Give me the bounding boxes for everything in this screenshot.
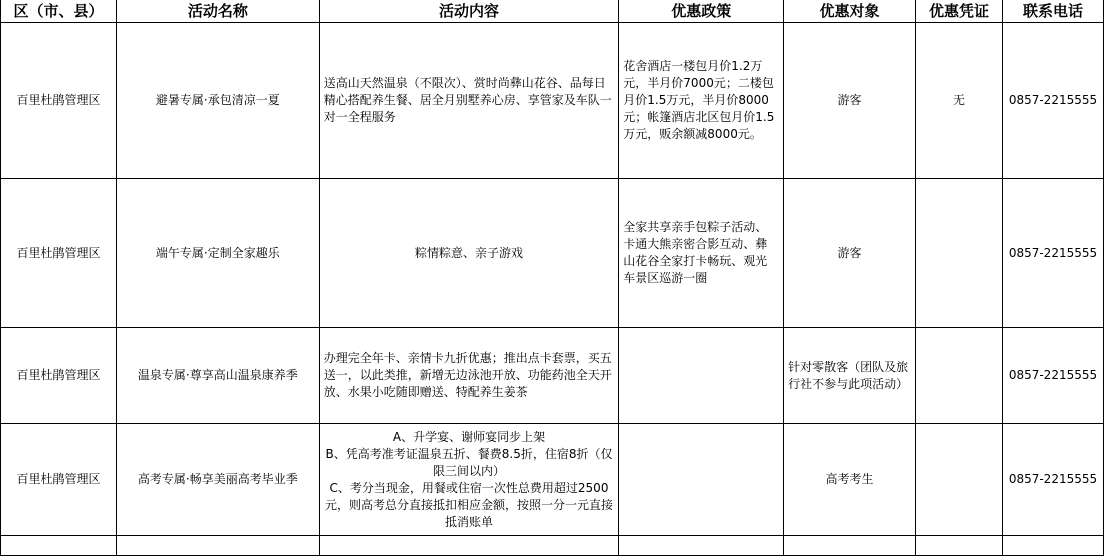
- cell-empty: [916, 536, 1003, 556]
- cell-empty: [1002, 536, 1103, 556]
- table-row: [1, 179, 1104, 328]
- cell-activity-content: 粽情粽意、亲子游戏: [319, 179, 619, 328]
- table-row: [1, 23, 1104, 179]
- cell-voucher: [916, 179, 1003, 328]
- header-district: 区（市、县）: [1, 0, 117, 23]
- table-row-empty: [1, 536, 1104, 556]
- header-activity-name: 活动名称: [116, 0, 319, 23]
- cell-activity-content: [319, 424, 619, 536]
- cell-district: 百里杜鹃管理区: [1, 424, 117, 536]
- cell-target: 高考考生: [784, 424, 916, 536]
- table-row: [1, 328, 1104, 424]
- header-target: 优惠对象: [784, 0, 916, 23]
- header-voucher: 优惠凭证: [916, 0, 1003, 23]
- cell-phone: 0857-2215555: [1002, 23, 1103, 179]
- cell-policy: [619, 424, 784, 536]
- cell-empty: [784, 536, 916, 556]
- cell-target: 针对零散客（团队及旅行社不参与此项活动）: [784, 328, 916, 424]
- cell-voucher: [916, 328, 1003, 424]
- table-row: [1, 424, 1104, 536]
- header-phone: 联系电话: [1002, 0, 1103, 23]
- cell-voucher: 无: [916, 23, 1003, 179]
- content-line-c: C、考分当现金，用餐或住宿一次性总费用超过2500元，则高考总分直接抵扣相应金额，按照一分一元直接抵消账单: [324, 480, 613, 529]
- cell-policy: [619, 328, 784, 424]
- header-row: [1, 0, 1104, 23]
- header-activity-content: 活动内容: [319, 0, 619, 23]
- cell-activity-name: 避暑专属·承包清凉一夏: [116, 23, 319, 179]
- cell-target: 游客: [784, 179, 916, 328]
- cell-voucher: [916, 424, 1003, 536]
- cell-district: 百里杜鹃管理区: [1, 23, 117, 179]
- cell-phone: 0857-2215555: [1002, 328, 1103, 424]
- cell-activity-content: 送高山天然温泉（不限次）、赏时尚彝山花谷、品每日精心搭配养生餐、居全月别墅养心房、享管家及车队一对一全程服务: [319, 23, 619, 179]
- cell-empty: [116, 536, 319, 556]
- cell-district: 百里杜鹃管理区: [1, 179, 117, 328]
- cell-empty: [1, 536, 117, 556]
- content-line-a: A、升学宴、谢师宴同步上架: [392, 429, 546, 444]
- cell-activity-name: 高考专属·畅享美丽高考毕业季: [116, 424, 319, 536]
- cell-district: 百里杜鹃管理区: [1, 328, 117, 424]
- cell-activity-name: 端午专属·定制全家趣乐: [116, 179, 319, 328]
- cell-empty: [619, 536, 784, 556]
- cell-target: 游客: [784, 23, 916, 179]
- cell-empty: [319, 536, 619, 556]
- cell-policy: 全家共享亲手包粽子活动、卡通大熊亲密合影互动、彝山花谷全家打卡畅玩、观光车景区巡游一圈: [619, 179, 784, 328]
- cell-phone: 0857-2215555: [1002, 424, 1103, 536]
- content-line-b: B、凭高考准考证温泉五折、餐费8.5折，住宿8折（仅限三间以内）: [325, 446, 613, 478]
- cell-activity-name: 温泉专属·尊享高山温泉康养季: [116, 328, 319, 424]
- cell-activity-content: 办理完全年卡、亲情卡九折优惠；推出点卡套票，买五送一，以此类推，新增无边泳池开放、功能药池全天开放、水果小吃随即赠送、特配养生姜茶: [319, 328, 619, 424]
- cell-policy: 花舍酒店一楼包月价1.2万元，半月价7000元；二楼包月价1.5万元，半月价8000元；帐篷酒店北区包月价1.5万元，贩余额减8000元。: [619, 23, 784, 179]
- cell-phone: 0857-2215555: [1002, 179, 1103, 328]
- header-policy: 优惠政策: [619, 0, 784, 23]
